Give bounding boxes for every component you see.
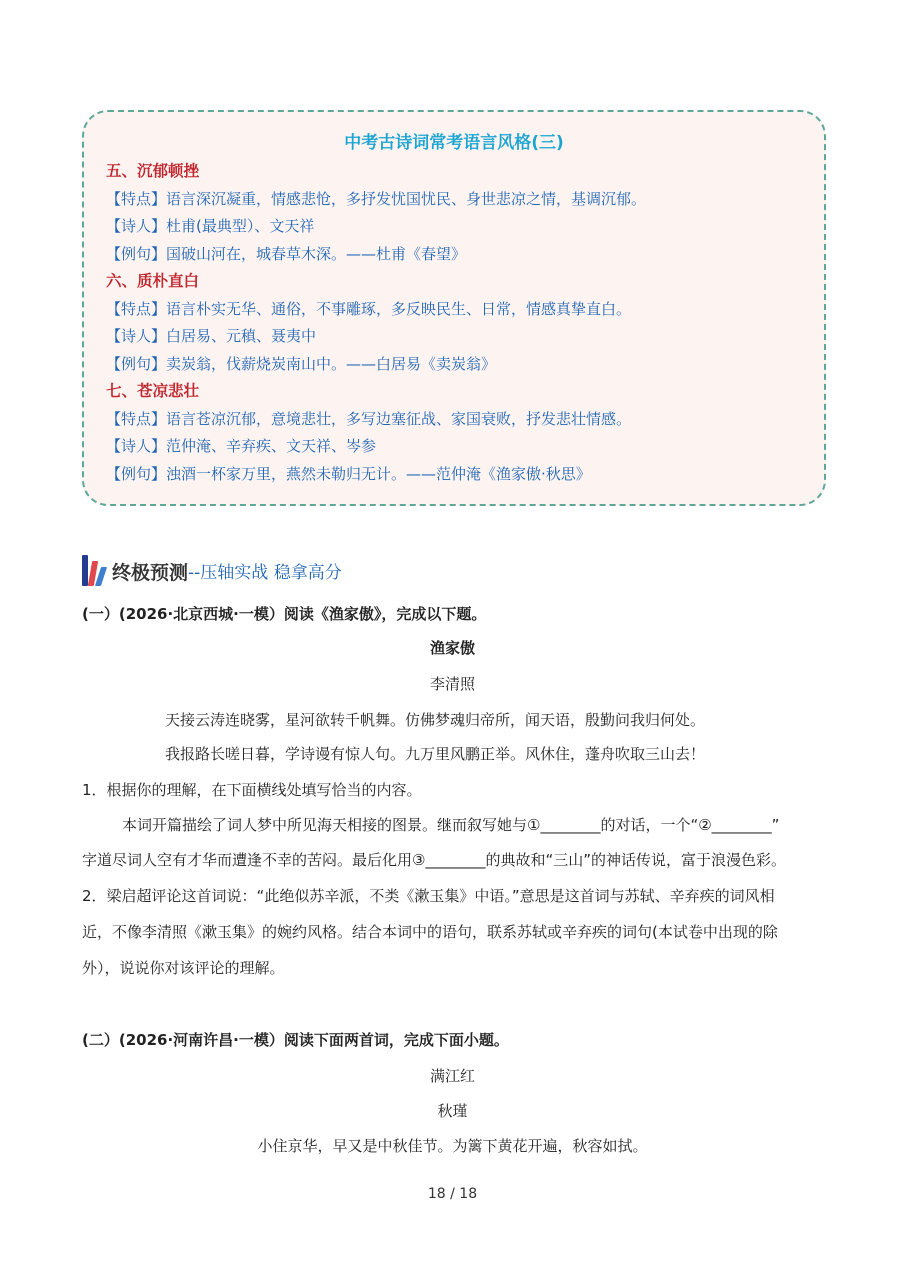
section-poets: 【诗人】白居易、元稹、聂夷中 (106, 327, 317, 345)
section-heading-zhipu: 六、质朴直白 (106, 272, 200, 290)
question-item-1-text: 字道尽词人空有才华而遭逢不幸的苦闷。最后化用③________的典故和“三山”的神话传说，富于浪漫色彩。 (82, 851, 786, 869)
poem-title: 满江红 (429, 1067, 475, 1085)
prediction-title: 终极预测 (112, 562, 189, 584)
section-heading-chenyu: 五、沉郁顿挫 (106, 162, 200, 180)
section-example: 【例句】国破山河在，城春草木深。——杜甫《春望》 (106, 244, 467, 263)
style-summary-box (82, 110, 826, 506)
prediction-subtitle: --压轴实战 稳拿高分 (188, 563, 342, 583)
books-icon (82, 554, 108, 586)
poem-author: 李清照 (429, 675, 475, 693)
section-feature: 【特点】语言苍凉沉郁，意境悲壮，多写边塞征战、家国衰败，抒发悲壮情感。 (106, 409, 632, 428)
question-item-2: 2．梁启超评论这首词说：“此绝似苏辛派，不类《漱玉集》中语。”意思是这首词与苏轼、辛弃疾的词风相 (82, 887, 775, 905)
question-item-2-text: 外），说说你对该评论的理解。 (82, 959, 285, 977)
section-feature: 【特点】语言深沉凝重，情感悲怆，多抒发忧国忧民、身世悲凉之情，基调沉郁。 (106, 189, 647, 208)
section-example: 【例句】卖炭翁，伐薪烧炭南山中。——白居易《卖炭翁》 (106, 354, 497, 373)
poem-line: 我报路长嗟日暮，学诗谩有惊人句。九万里风鹏正举。风休住，蓬舟吹取三山去！ (165, 745, 706, 763)
question-item-1-text: 本词开篇描绘了词人梦中所见海天相接的图景。继而叙写她与①________的对话，一个“②________” (122, 816, 780, 834)
question-item-2-text: 近，不像李清照《漱玉集》的婉约风格。结合本词中的语句，联系苏轼或辛弃疾的词句(本试卷中出现的除 (82, 923, 778, 941)
section-heading-cangliang: 七、苍凉悲壮 (106, 382, 200, 400)
poem-author: 秋瑾 (437, 1102, 468, 1120)
page-number: 18 / 18 (427, 1186, 478, 1202)
box-title: 中考古诗词常考语言风格(三) (344, 133, 564, 153)
section-feature: 【特点】语言朴实无华、通俗，不事雕琢，多反映民生、日常，情感真挚直白。 (106, 299, 632, 318)
section-poets: 【诗人】杜甫(最典型）、文天祥 (106, 217, 315, 235)
prediction-heading (82, 552, 342, 586)
section-poets: 【诗人】范仲淹、辛弃疾、文天祥、岑参 (106, 437, 377, 455)
question-item-1: 1．根据你的理解，在下面横线处填写恰当的内容。 (82, 781, 422, 799)
poem-line: 小住京华，早又是中秋佳节。为篱下黄花开遍，秋容如拭。 (257, 1137, 648, 1155)
section-example: 【例句】浊酒一杯家万里，燕然未勒归无计。——范仲淹《渔家傲·秋思》 (106, 464, 591, 483)
poem-title: 渔家傲 (429, 639, 475, 657)
question-2-header: (二）(2026·河南许昌·一模）阅读下面两首词，完成下面小题。 (82, 1031, 509, 1049)
question-1-header: (一）(2026·北京西城·一模）阅读《渔家傲》，完成以下题。 (82, 605, 487, 623)
poem-line: 天接云涛连晓雾，星河欲转千帆舞。仿佛梦魂归帝所，闻天语，殷勤问我归何处。 (165, 711, 706, 729)
